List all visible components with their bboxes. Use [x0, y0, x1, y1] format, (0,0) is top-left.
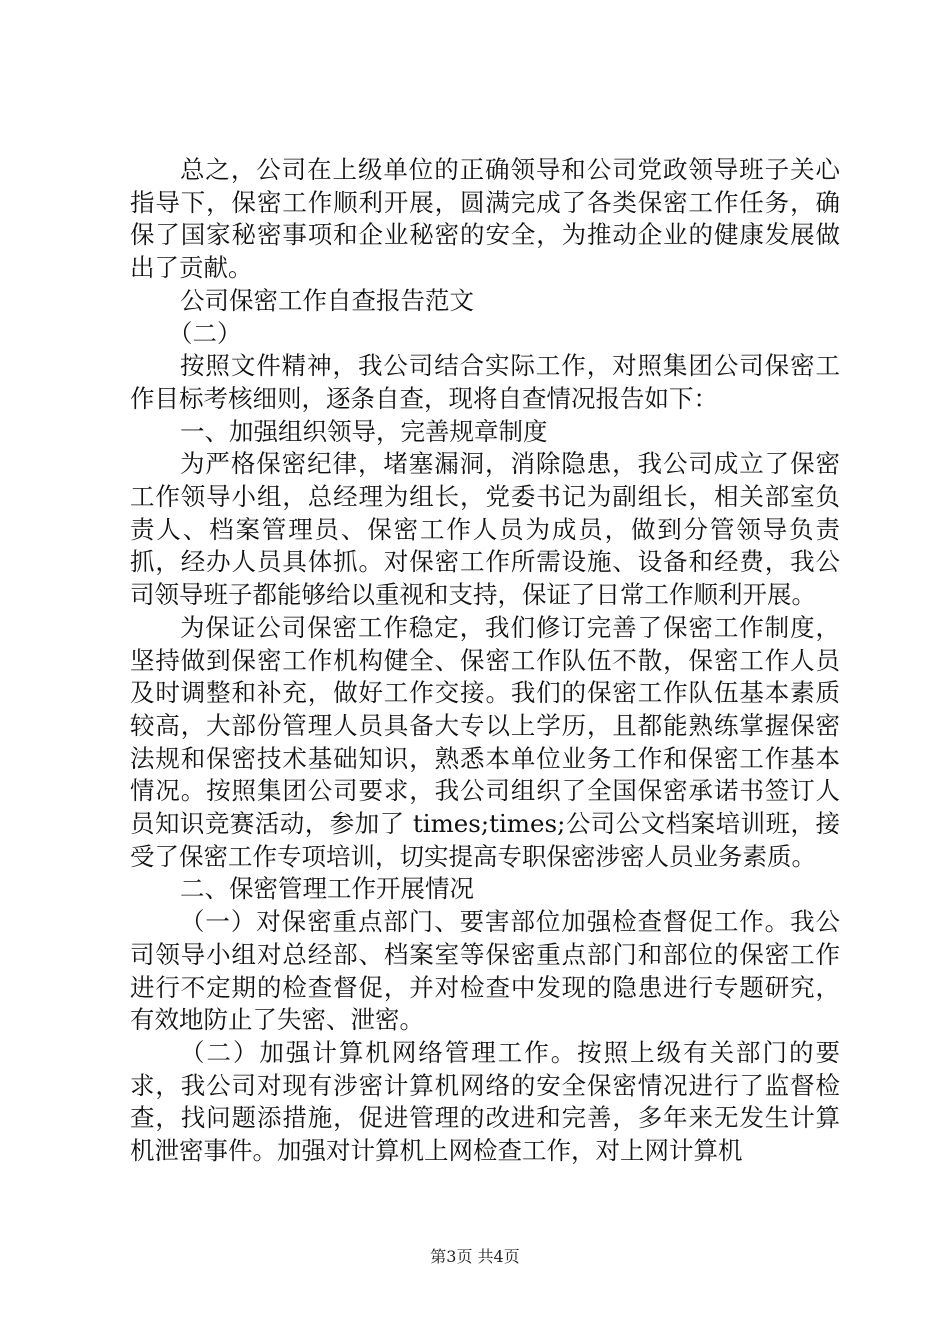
page-number-label: 第3页 共4页 — [430, 1247, 520, 1266]
document-body — [130, 154, 840, 1168]
page-footer — [0, 1244, 950, 1267]
section-heading-2: 二、保密管理工作开展情况 — [180, 874, 474, 904]
document-subtitle: （二） — [168, 318, 242, 348]
paragraph-body: 为严格保密纪律，堵塞漏洞，消除隐患，我公司成立了保密工作领导小组，总经理为组长，党委书记为副组长，相关部室负责人、档案管理员、保密工作人员为成员，做到分管领导负责抓，经办人员具体抓。对保密工作所需设施、设备和经费，我公司领导班子都能够给以重视和支持，保证了日常工作顺利开展。 — [130, 449, 840, 610]
paragraph-body: （二）加强计算机网络管理工作。按照上级有关部门的要求，我公司对现有涉密计算机网络的安全保密情况进行了监督检查，找问题添措施，促进管理的改进和完善，多年来无发生计算机泄密事件。加强对计算机上网检查工作，对上网计算机 — [130, 1037, 840, 1166]
paragraph-conclusion: 总之，公司在上级单位的正确领导和公司党政领导班子关心指导下，保密工作顺利开展，圆满完成了各类保密工作任务，确保了国家秘密事项和企业秘密的安全，为推动企业的健康发展做出了贡献。 — [130, 155, 840, 283]
paragraph-intro: 按照文件精神，我公司结合实际工作，对照集团公司保密工作目标考核细则，逐条自查，现将自查情况报告如下： — [130, 351, 840, 413]
document-title: 公司保密工作自查报告范文 — [180, 285, 474, 315]
paragraph-body: 为保证公司保密工作稳定，我们修订完善了保密工作制度，坚持做到保密工作机构健全、保密工作队伍不散，保密工作人员及时调整和补充，做好工作交接。我们的保密工作队伍基本素质较高，大部份管理人员具备大专以上学历，且都能熟练掌握保密法规和保密技术基础知识，熟悉本单位业务工作和保密工作基本情况。按照集团公司要求，我公司组织了全国保密承诺书签订人员知识竞赛活动，参加了 times;times;公司公文档案培训班，接受了保密工作专项培训，切实提高专职保密涉密人员业务素质。 — [130, 612, 840, 871]
paragraph-body: （一）对保密重点部门、要害部位加强检查督促工作。我公司领导小组对总经部、档案室等保密重点部门和部位的保密工作进行不定期的检查督促，并对检查中发现的隐患进行专题研究，有效地防止了失密、泄密。 — [130, 907, 840, 1035]
section-heading-1: 一、加强组织领导，完善规章制度 — [180, 416, 548, 446]
